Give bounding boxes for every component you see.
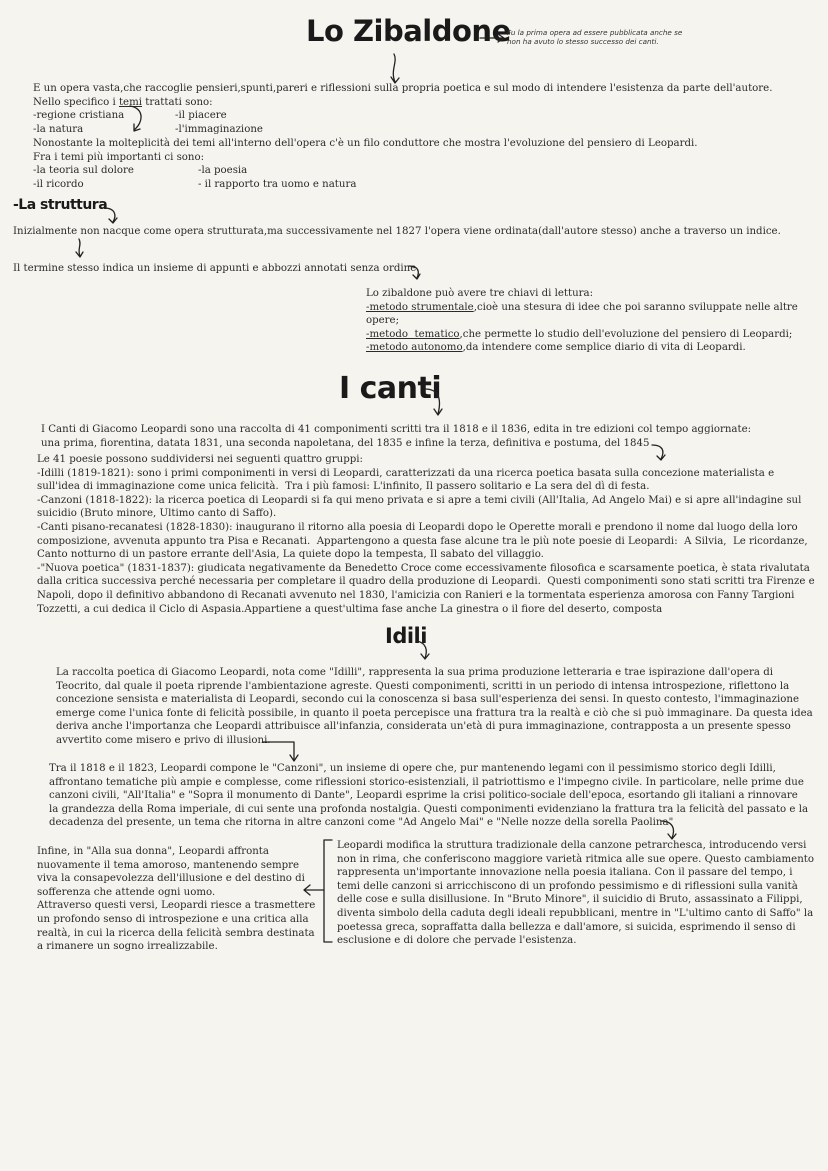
themes-list-right: -il piacere -l'immaginazione [175,110,263,135]
chiavi-lettura: Lo zibaldone può avere tre chiavi di lettura: -metodo strumentale,cioè una stesura di idee che poi saranno sviluppate nelle altre opere; -metodo tematico,che permette lo studio dell'evoluzione del pensiero di Leopardi; -metodo autonomo,da intendere come semplice diario di vita di Leopardi. [366,288,798,354]
arrow-curve-icon [408,265,424,283]
idili-paragraph-1: La raccolta poetica di Giacomo Leopardi, nota come "Idilli", rappresenta la sua prima produzione letteraria e trae ispirazione dall'opera di Teocrito, dal quale il poeta riprende l'ambientazione agreste. Questi componimenti, scritti in un periodo di intensa introspezione, riflettono la concezione sensista e materialista di Leopardi, secondo cui la conoscenza si basa sull'esperienza dei sensi. In questo contesto, l'immaginazione emerge come l'unica fonte di felicità possibile, in quanto il poeta percepisce una frattura tra la realtà e ciò che si può immaginare. Da questa idea deriva anche l'importanza che Leopardi attribuisce all'infanzia, considerata un'età di pura immaginazione, contrapposta a un presente spesso avvertito come misero e privo di illusioni. [56,667,813,746]
struttura-line2: Il termine stesso indica un insieme di appunti e abbozzi annotati senza ordine. [13,263,420,274]
canti-groups: Le 41 poesie possono suddividersi nei seguenti quattro gruppi: -Idilli (1819-1821): sono i primi componimenti in versi di Leopardi, caratterizzati da una ricerca poetica basata sulla concezione materialista e sull'idea di immaginazione come unica felicità. Tra i più famosi: L'infinito, Il passero solitario e La sera del dì di festa. -Canzoni (1818-1822): la ricerca poetica di Leopardi si fa qui meno privata e si apre a temi civili (All'Italia, Ad Angelo Mai) e si apre all'indagine sul suicidio (Bruto minore, Ultimo canto di Saffo). -Canti pisano-recanatesi (1828-1830): inaugurano il ritorno alla poesia di Leopardi dopo le Operette morali e prendono il nome dal luogo della loro composizione, avvenuta appunto tra Pisa e Recanati. Appartengono a questa fase alcune tra le più note poesie di Leopardi: A Silvia, Le ricordanze, Canto notturno di un pastore errante dell'Asia, La quiete dopo la tempesta, Il sabato del villaggio. -"Nuova poetica" (1831-1837): giudicata negativamente da Benedetto Croce come eccessivamente filosofica e scarsamente poetica, è stata rivalutata dalla critica successiva perché necessaria per completare il quadro della produzione di Leopardi. Questi componimenti sono stati scritti tra Firenze e Napoli, dopo il definitivo abbandono di Recanati avvenuto nel 1830, l'amicizia con Ranieri e la tormentata esperienza amorosa con Fanny Targioni Tozzetti, a cui dedica il Ciclo di Aspasia.Appartiene a quest'ultima fase anche La ginestra o il fiore del deserto, composta [37,454,815,615]
idili-paragraph-2: Tra il 1818 e il 1823, Leopardi compone le "Canzoni", un insieme di opere che, pur mantenendo legami con il pessimismo storico degli Idilli, affrontano tematiche più ampie e complesse, come riflessioni storico-esistenziali, il patriottismo e l'impegno civile. In particolare, nelle prime due canzoni civili, "All'Italia" e "Sopra il monumento di Dante", Leopardi esprime la crisi politico-sociale dell'epoca, esortando gli italiani a rinnovare la grandezza della Roma imperiale, di cui sente una profonda nostalgia. Questi componimenti evidenziano la frattura tra la felicità del passato e la decadenza del presente, un tema che ritorna in altre canzoni come "Ad Angelo Mai" e "Nelle nozze della sorella Paolina" [49,763,809,829]
zibaldone-text: Nonostante la molteplicità dei temi all'interno dell'opera c'è un filo conduttore che mostra l'evoluzione del pensiero di Leopardi. Fra i temi più importanti ci sono: [33,138,698,163]
themes-list-left: -regione cristiana -la natura [33,110,125,135]
important-list-right: -la poesia - il rapporto tra uomo e natura [198,165,357,190]
canti-title: I canti [339,371,442,406]
zibaldone-intro: E un opera vasta,che raccoglie pensieri,spunti,pareri e riflessioni sulla propria poetica e sul modo di intendere l'esistenza da parte dell'autore. Nello specifico i temi trattati sono: [33,83,773,108]
arrow-curve-icon [416,640,432,664]
arrow-curve-icon [103,207,121,227]
idili-paragraph-4: Infine, in "Alla sua donna", Leopardi affronta nuovamente il tema amoroso, mantenendo sempre viva la consapevolezza dell'illusione e del destino di sofferenza che attende ogni uomo. Attraverso questi versi, Leopardi riesce a trasmettere un profondo senso di introspezione e una critica alla realtà, in cui la ricerca della felicità sembra destinata a rimanere un sogno irrealizzabile. [37,846,316,953]
zibaldone-side-note: Fu la prima opera ad essere pubblicata anche se non ha avuto lo stesso successo dei canti. [507,28,683,46]
idili-title: Idili [385,624,427,648]
temi-word: temi [118,96,142,108]
idili-paragraph-3: Leopardi modifica la struttura tradizionale della canzone petrarchesca, introducendo versi non in rima, che conferiscono maggiore varietà ritmica alle sue opere. Questo cambiamento rappresenta un'importante innovazione nella poesia italiana. Con il passare del tempo, i temi delle canzoni si arricchiscono di un profondo pessimismo e di riflessioni sulla vanità delle cose e sulla disillusione. In "Bruto Minore", il suicidio di Bruto, assassinato a Filippi, diventa simbolo della caduta degli ideali repubblicani, mentre in "L'ultimo canto di Saffo" la poetessa greca, sopraffatta dalla bellezza e dall'amore, si suicida, esprimendo il senso di esclusione e di dolore che pervade l'esistenza. [337,840,814,947]
arrow-curve-icon [126,104,150,136]
arrow-curve-icon [424,386,446,422]
arrow-down-icon [386,52,406,86]
important-list-left: -la teoria sul dolore -il ricordo [33,165,134,190]
arrow-down-icon [73,238,87,260]
arrow-icon [478,30,508,46]
canti-intro: I Canti di Giacomo Leopardi sono una raccolta di 41 componimenti scritti tra il 1818 e il 1836, edita in tre edizioni col tempo aggiornate: una prima, fiorentina, datata 1831, una seconda napoletana, del 1835 e infine la terza, definitiva e postuma, del 1845 [41,424,752,449]
struttura-line1: Inizialmente non nacque come opera strutturata,ma successivamente nel 1827 l'opera viene ordinata(dall'autore stesso) anche a traverso un indice. [13,226,781,237]
struttura-heading: -La struttura [13,197,108,213]
zibaldone-title: Lo Zibaldone [306,14,511,48]
